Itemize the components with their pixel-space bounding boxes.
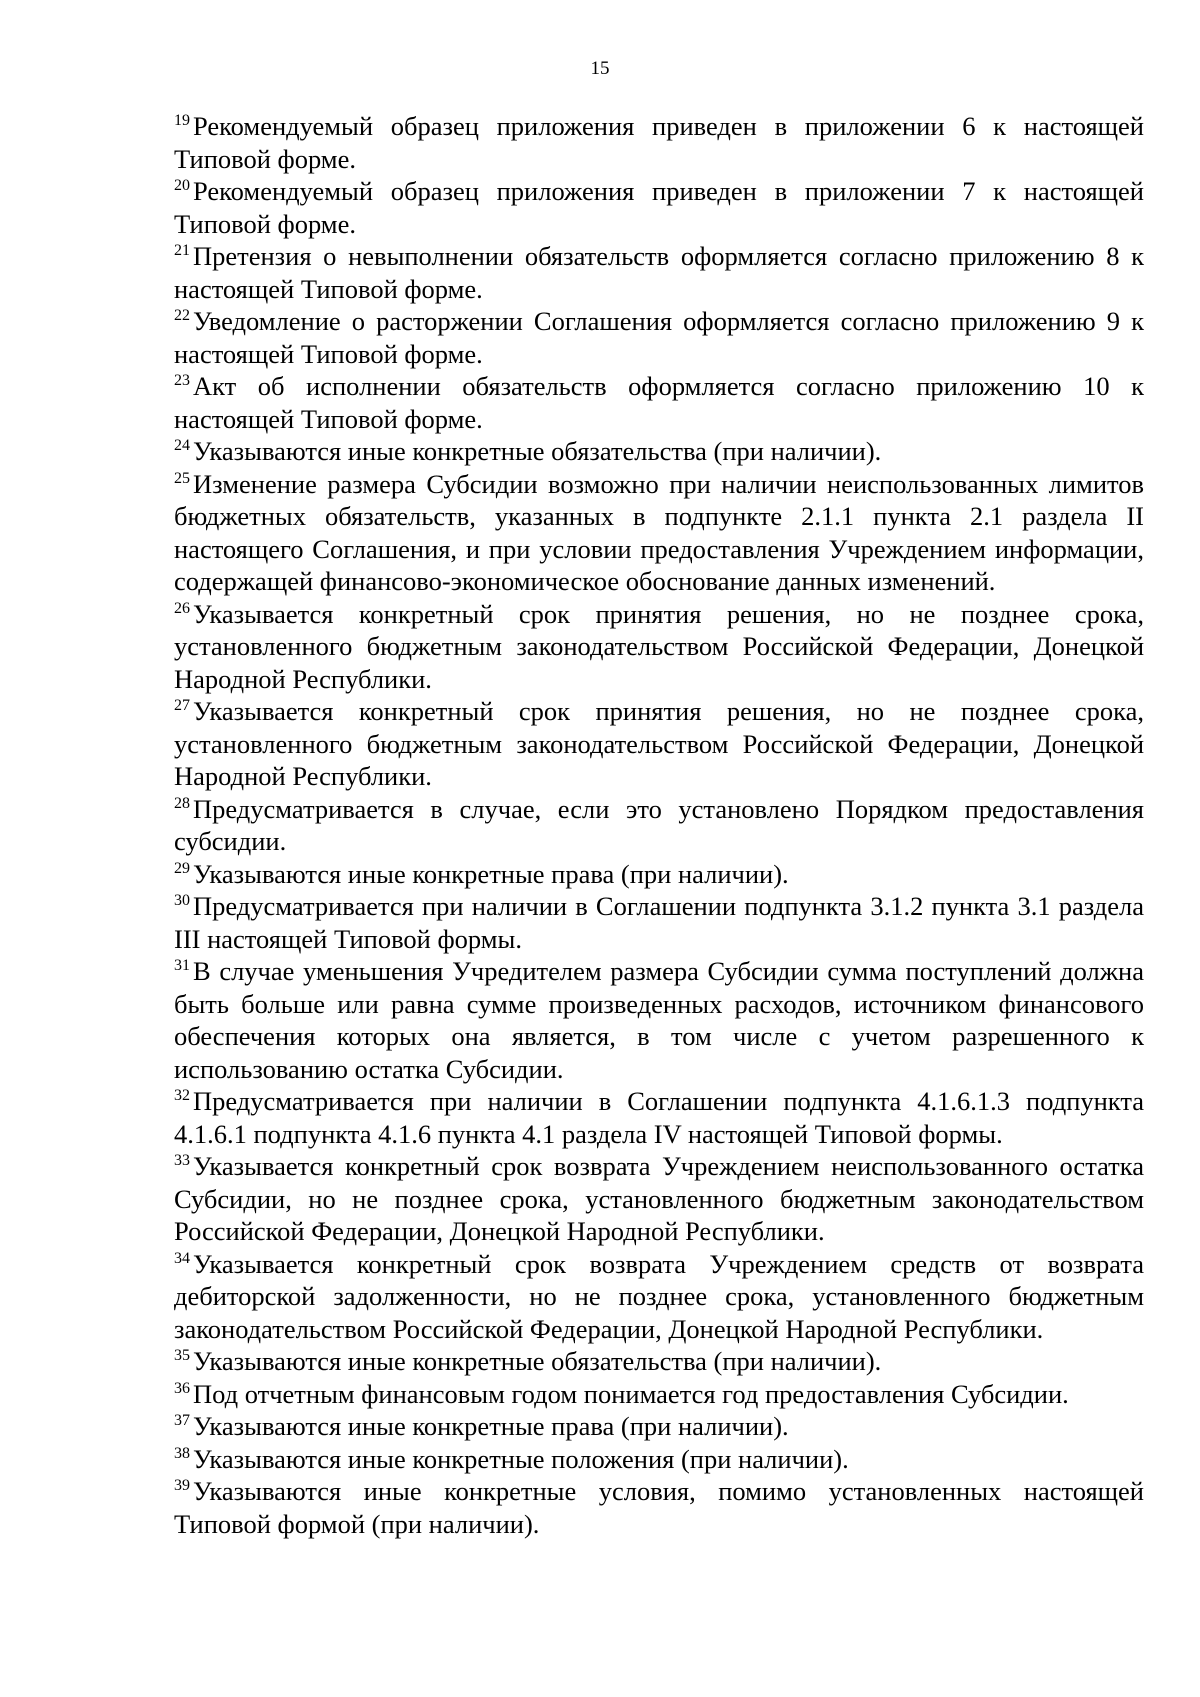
footnote-number: 21 xyxy=(174,242,190,259)
footnote-text: Указывается конкретный срок принятия решения, но не позднее срока, установленного бюджетным законодательством Российской Федерации, Донецкой Народной Республики. xyxy=(174,696,1144,791)
footnote xyxy=(174,370,1144,435)
footnote-text: Изменение размера Субсидии возможно при наличии неиспользованных лимитов бюджетных обязательств, указанных в подпункте 2.1.1 пункта 2.1 раздела II настоящего Соглашения, и при условии предоставления Учреждением информации, содержащей финансово-экономическое обоснование данных изменений. xyxy=(174,468,1144,596)
footnote-text: Указывается конкретный срок возврата Учреждением средств от возврата дебиторской задолженности, но не позднее срока, установленного бюджетным законодательством Российской Федерации, Донецкой Народной Республики. xyxy=(174,1248,1144,1344)
footnote-text: В случае уменьшения Учредителем размера Субсидии сумма поступлений должна быть больше или равна сумме произведенных расходов, источником финансового обеспечения которых она является, в том числе с учетом разрешенного к использованию остатка Субсидии. xyxy=(174,956,1144,1084)
footnote-text: Указываются иные конкретные права (при наличии). xyxy=(193,1411,789,1441)
footnote-number: 32 xyxy=(174,1087,190,1104)
footnote xyxy=(174,1085,1144,1150)
footnote-number: 30 xyxy=(174,892,190,909)
footnote-text: Указываются иные конкретные обязательства (при наличии). xyxy=(193,436,882,466)
footnote xyxy=(174,1345,1144,1378)
footnote-number: 29 xyxy=(174,859,190,877)
footnote-text: Предусматривается при наличии в Соглашении подпункта 4.1.6.1.3 подпункта 4.1.6.1 подпункта 4.1.6 пункта 4.1 раздела IV настоящей Типовой формы. xyxy=(174,1086,1144,1149)
footnote xyxy=(174,1378,1144,1411)
footnote-text: Указывается конкретный срок возврата Учреждением неиспользованного остатка Субсидии, но не позднее срока, установленного бюджетным законодательством Российской Федерации, Донецкой Народной Республики. xyxy=(174,1151,1144,1246)
footnote-number: 24 xyxy=(174,437,190,454)
footnote-text: Указываются иные конкретные права (при наличии). xyxy=(193,858,789,889)
footnote xyxy=(174,435,1144,468)
footnote xyxy=(174,1475,1144,1540)
page-number: 15 xyxy=(590,58,610,79)
footnote-number: 35 xyxy=(174,1347,190,1364)
footnote-number: 23 xyxy=(174,372,190,389)
footnote-text: Под отчетным финансовым годом понимается год предоставления Субсидии. xyxy=(193,1378,1069,1409)
footnote xyxy=(174,598,1144,696)
footnote-number: 28 xyxy=(174,794,190,812)
footnote-text: Указывается конкретный срок принятия решения, но не позднее срока, установленного бюджетным законодательством Российской Федерации, Донецкой Народной Республики. xyxy=(174,598,1144,694)
footnote xyxy=(174,110,1144,175)
footnote xyxy=(174,175,1144,240)
footnote xyxy=(174,890,1144,955)
footnote-number: 33 xyxy=(174,1152,190,1169)
footnote xyxy=(174,1248,1144,1346)
footnote xyxy=(174,955,1144,1085)
footnote-number: 31 xyxy=(174,957,190,974)
footnote-text: Уведомление о расторжении Соглашения оформляется согласно приложению 9 к настоящей Типовой форме. xyxy=(174,306,1144,369)
footnote xyxy=(174,1443,1144,1476)
footnote xyxy=(174,468,1144,598)
footnote-number: 37 xyxy=(174,1412,190,1429)
footnote-text: Указываются иные конкретные обязательства (при наличии). xyxy=(193,1346,882,1376)
footnote-number: 22 xyxy=(174,307,190,324)
footnote xyxy=(174,305,1144,370)
footnote xyxy=(174,1410,1144,1443)
footnote-number: 25 xyxy=(174,469,190,487)
footnote-text: Рекомендуемый образец приложения приведен в приложении 6 к настоящей Типовой форме. xyxy=(174,111,1144,174)
footnote-text: Предусматривается при наличии в Соглашении подпункта 3.1.2 пункта 3.1 раздела III настоящей Типовой формы. xyxy=(174,891,1144,954)
footnote-number: 36 xyxy=(174,1379,190,1397)
footnote xyxy=(174,695,1144,793)
footnote-number: 26 xyxy=(174,599,190,617)
footnote xyxy=(174,793,1144,858)
footnote-number: 27 xyxy=(174,697,190,714)
footnote xyxy=(174,240,1144,305)
footnote-text: Указываются иные конкретные положения (при наличии). xyxy=(193,1443,849,1474)
footnote-number: 20 xyxy=(174,177,190,194)
footnote-text: Рекомендуемый образец приложения приведен в приложении 7 к настоящей Типовой форме. xyxy=(174,176,1144,239)
footnote-text: Предусматривается в случае, если это установлено Порядком предоставления субсидии. xyxy=(174,793,1144,856)
footnote-text: Претензия о невыполнении обязательств оформляется согласно приложению 8 к настоящей Типовой форме. xyxy=(174,241,1144,304)
footnote xyxy=(174,858,1144,891)
footnote xyxy=(174,1150,1144,1248)
footnote-number: 19 xyxy=(174,112,190,129)
footnotes-list xyxy=(174,110,1144,1540)
footnote-text: Указываются иные конкретные условия, помимо установленных настоящей Типовой формой (при наличии). xyxy=(174,1476,1144,1539)
footnote-number: 34 xyxy=(174,1249,190,1267)
footnote-number: 38 xyxy=(174,1444,190,1462)
footnote-text: Акт об исполнении обязательств оформляется согласно приложению 10 к настоящей Типовой форме. xyxy=(174,371,1144,434)
footnote-number: 39 xyxy=(174,1477,190,1494)
